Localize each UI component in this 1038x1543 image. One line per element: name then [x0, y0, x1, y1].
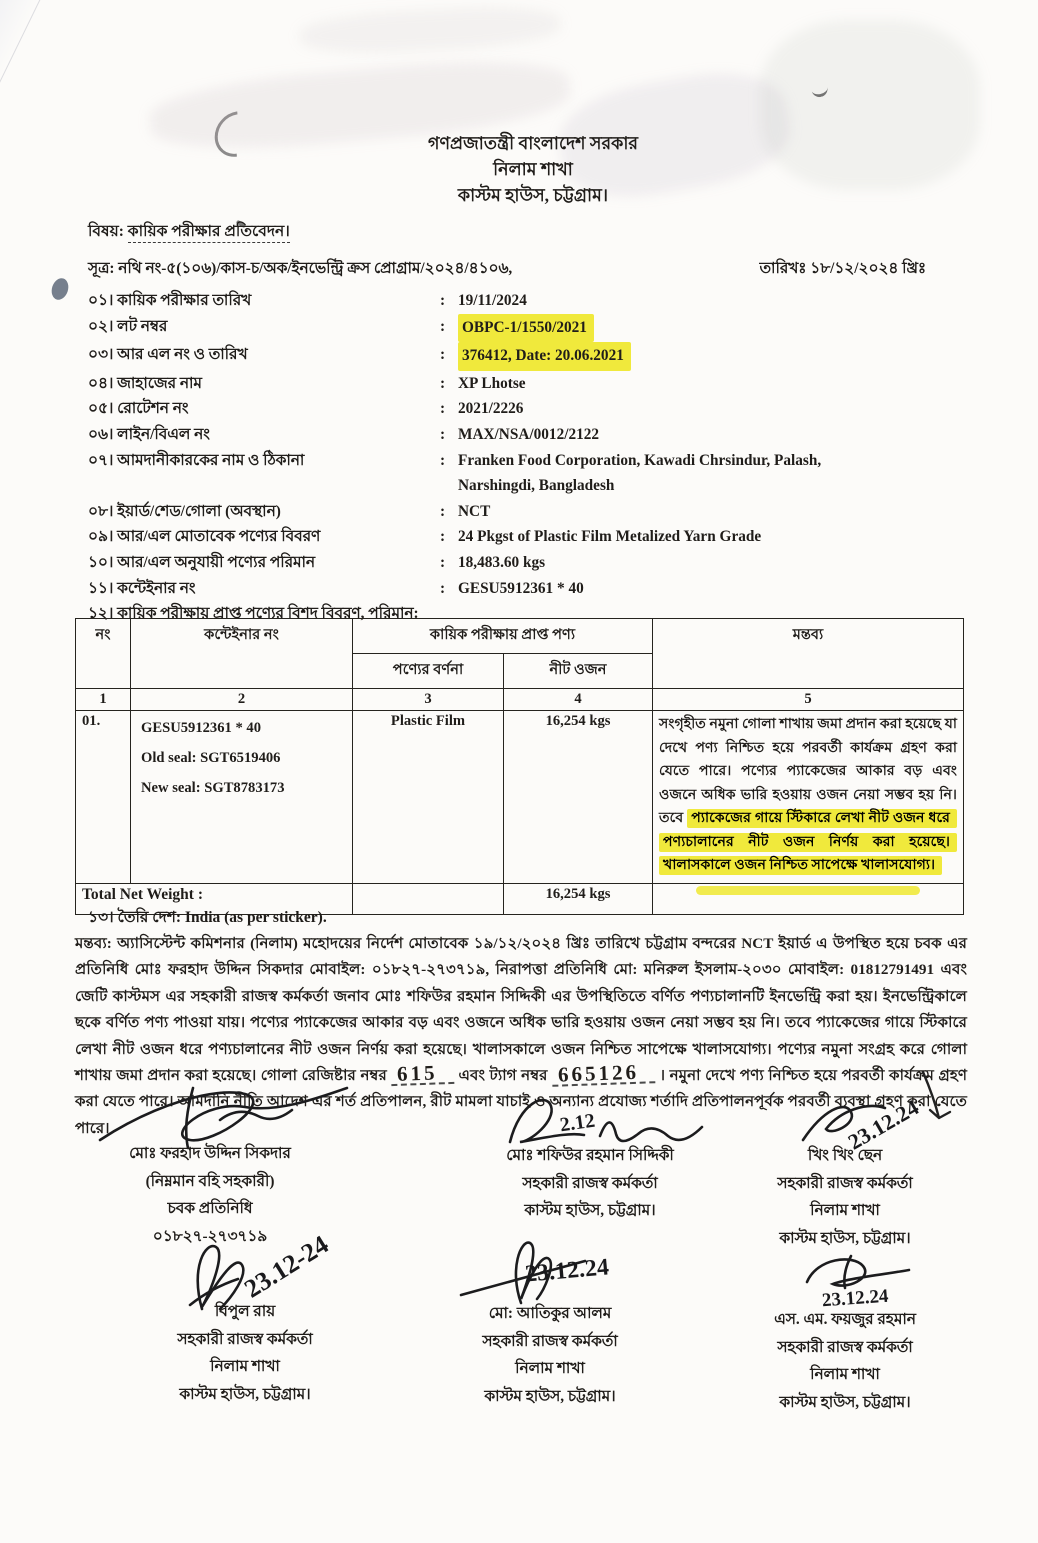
signatory-name: খিং খিং ছেন: [807, 1147, 883, 1164]
field-row-11: [88, 576, 958, 602]
serial-cell: 01.: [76, 711, 131, 884]
signatory-branch: নিলাম শাখা: [210, 1358, 280, 1375]
total-label: Total Net Weight :: [76, 884, 353, 915]
table-data-row: [76, 711, 964, 884]
reference-number: সূত্র: নথি নং-৫(১০৬)/কাস-চ/অক/ইনভেন্ট্রি ক্রস প্রোগ্রাম/২০২৪/৪১০৬,: [88, 260, 513, 277]
total-weight: 16,254 kgs: [504, 884, 653, 915]
col-header-net-weight: নীট ওজন: [504, 654, 653, 689]
branch-name: নিলাম শাখা: [493, 159, 573, 179]
remarks-highlighted-text: প্যাকেজের গায়ে স্টিকারে লেখা নীট ওজন ধরে পণ্যচালানের নীট ওজন নির্ণয় করা হয়েছে। খালাসকালে ওজন নিশ্চিত সাপেক্ষে খালাসযোগ্য।: [659, 809, 957, 875]
remarks-part1: মন্তব্য: অ্যাসিস্টেন্ট কমিশনার (নিলাম) মহোদয়ের নির্দেশ মোতাবেক ১৯/১২/২০২৪ খ্রিঃ তারিখে চট্টগ্রাম বন্দরের NCT ইয়ার্ড এ উপস্থিত হয়ে চবক এর প্রতিনিধি মোঃ ফরহাদ উদ্দিন সিকদার মোবাইল: ০১৮২৭-২৭৩৭১৯, নিরাপত্তা প্রতিনিধি মো: মনিরুল ইসলাম-২০৩০ মোবাইল: 01812791491 এবং জেটি কাস্টমস এর সহকারী রাজস্ব কর্মকর্তা জনাব মোঃ শফিউর রহমান সিদ্দিকী এর উপস্থিতিতে বর্ণিত পণ্যচালানটি ইনভেন্ট্রি করা হয়। ইনভেন্ট্রিকালে ছকে বর্ণিত পণ্য পাওয়া যায়। পণ্যের প্যাকেজের আকার বড় এবং ওজনে অধিক ভারি হওয়ায় ওজন নেয়া সম্ভব হয় নি। তবে প্যাকেজের গায়ে স্টিকারে লেখা নীট ওজন ধরে পণ্যচালানের নীট ওজন নির্ণয় করা হয়েছে। খালাসকালে ওজন নিশ্চিত সাপেক্ষে খালাসযোগ্য। পণ্যের নমুনা সংগ্রহ করে গোলা শাখায় জমা প্রদান করা হয়েছে। গোলা রেজিষ্টার নম্বর: [75, 935, 967, 1085]
field-value: MAX/NSA/0012/2122: [458, 425, 600, 443]
examination-table: [75, 618, 964, 915]
ink-bleedthrough: [299, 3, 561, 57]
field-row-03: [88, 342, 958, 371]
field-label: ০২। লট নম্বর: [88, 317, 168, 335]
handwritten-date: 23.12.24: [843, 1094, 923, 1155]
net-weight-cell: 16,254 kgs: [504, 711, 653, 884]
index-cell: 5: [653, 689, 964, 711]
colon-separator: [440, 422, 458, 448]
field-value: 19/11/2024: [458, 292, 527, 309]
remarks-cell: [653, 711, 964, 884]
empty-cell: [353, 884, 504, 915]
highlight-smear-cell: [653, 884, 964, 915]
field-label: ০৯। আর/এল মোতাবেক পণ্যের বিবরণ: [88, 528, 321, 546]
description-cell: Plastic Film: [353, 711, 504, 884]
signatory-designation: সহকারী রাজস্ব কর্মকর্তা: [777, 1174, 913, 1192]
government-title: গণপ্রজাতন্ত্রী বাংলাদেশ সরকার: [427, 133, 639, 153]
table-header-row-1: [76, 619, 964, 654]
index-cell: 1: [76, 689, 131, 711]
signatory-name: বিপুল রায়: [214, 1303, 276, 1320]
old-seal: Old seal: SGT6519406: [141, 750, 281, 766]
new-seal: New seal: SGT8783173: [141, 780, 285, 796]
remarks-text: সংগৃহীত নমুনা গোলা শাখায় জমা প্রদান করা হয়েছে যা দেখে পণ্য নিশ্চিত হয়ে পরবর্তী কার্যক্রম গ্রহণ করা যেতে পারে। পণ্যের প্যাকেজের আকার বড় এবং ওজনে অধিক ভারি হওয়ায় ওজন নেয়া সম্ভব হয় নি। তবে: [659, 716, 957, 827]
register-number-handwritten: 615: [391, 1062, 454, 1086]
field-label: ১০। আর/এল অনুযায়ী পণ্যের পরিমান: [88, 553, 316, 571]
field-value: Franken Food Corporation, Kawadi Chrsindur, Palash, Narshingdi, Bangladesh: [458, 451, 822, 495]
signatory-phone: ০১৮২৭-২৭৩৭১৯: [152, 1227, 268, 1245]
signatory-office: কাস্টম হাউস, চট্টগ্রাম।: [779, 1393, 911, 1411]
field-label: ০৫। রোটেশন নং: [88, 400, 189, 418]
subject-title: কায়িক পরীক্ষার প্রতিবেদন।: [128, 223, 290, 243]
colon-separator: [440, 342, 458, 368]
colon-separator: [440, 524, 458, 550]
field-label: ০৪। জাহাজের নাম: [88, 374, 202, 392]
field-value: 18,483.60 kgs: [458, 553, 546, 571]
reference-date: তারিখঃ ১৮/১২/২০২৪ খ্রিঃ: [759, 260, 926, 277]
table-index-row: [76, 689, 964, 711]
remarks-part3: । নমুনা দেখে পণ্য নিশ্চিত হয়ে পরবর্তী কার্যক্রম গ্রহণ করা যেতে পারে। আমদানি নীতি আদেশ এর শর্ত প্রতিপালন, রীট মামলা যাচাই ও অন্যান্য প্রযোজ্য শর্তাদি প্রতিপালনপূর্বক পরবর্তী ব্যবস্থা গ্রহণ করা যেতে পারে।: [75, 1067, 968, 1137]
tag-number-handwritten: 665126: [552, 1061, 656, 1087]
col-header-remarks: মন্তব্য: [653, 619, 964, 689]
signatory-name: এস. এম. ফয়জুর রহমান: [774, 1311, 916, 1328]
field-value: 24 Pkgst of Plastic Film Metalized Yarn Grade: [458, 528, 762, 546]
handwritten-date: 23.12.24: [821, 1285, 890, 1312]
col-header-serial: নং: [76, 619, 131, 689]
field-value: XP Lhotse: [458, 374, 526, 392]
colon-separator: [440, 396, 458, 422]
signature-block-khing: [700, 1142, 990, 1252]
field-label: ০৬। লাইন/বিএল নং: [88, 425, 210, 443]
index-cell: 2: [131, 689, 353, 711]
signatory-designation: (নিম্নমান বহি সহকারী): [145, 1172, 275, 1190]
field-row-05: [88, 396, 958, 422]
col-header-found-goods: কায়িক পরীক্ষায় প্রাপ্ত পণ্য: [353, 619, 653, 654]
signatory-designation: সহকারী রাজস্ব কর্মকর্তা: [777, 1338, 913, 1356]
signatory-office: কাস্টম হাউস, চট্টগ্রাম।: [779, 1229, 911, 1247]
field-value: 2021/2226: [458, 400, 524, 418]
colon-separator: [440, 576, 458, 602]
handwritten-date: 23.12.24: [523, 1254, 610, 1288]
field-label: ০১। কায়িক পরীক্ষার তারিখ: [88, 292, 252, 309]
colon-separator: [440, 550, 458, 576]
col-header-description: পণ্যের বর্ণনা: [353, 654, 504, 689]
field-row-06: [88, 422, 958, 448]
field-value-highlighted: 376412, Date: 20.06.2021: [458, 342, 631, 371]
signatory-name: মোঃ ফরহাদ উদ্দিন সিকদার: [129, 1145, 291, 1162]
container-cell: [131, 711, 353, 884]
item12-heading: ১২। কায়িক পরীক্ষায় প্রাপ্ত পণ্যের বিশদ বিবরণ, পরিমান:: [88, 605, 419, 623]
index-cell: 3: [353, 689, 504, 711]
office-name: কাস্টম হাউস, চট্টগ্রাম।: [457, 185, 609, 205]
signatory-office: কাস্টম হাউস, চট্টগ্রাম।: [179, 1385, 311, 1403]
field-label: ১১। কন্টেইনার নং: [88, 579, 196, 597]
colon-separator: [440, 448, 458, 474]
subject-line: [88, 219, 290, 245]
field-label: ০৮। ইয়ার্ড/শেড/গোলা (অবস্থান): [88, 502, 281, 520]
signatory-designation: সহকারী রাজস্ব কর্মকর্তা: [177, 1330, 313, 1348]
signature-scribble-shafiur: [488, 1088, 728, 1150]
field-row-01: [88, 288, 958, 314]
signatory-office: কাস্টম হাউস, চট্টগ্রাম।: [524, 1202, 656, 1219]
colon-separator: [440, 371, 458, 397]
handwritten-date: 23.12-24: [239, 1229, 334, 1304]
country-of-origin-line: ১৩। তৈরি দেশ: India (as per sticker).: [88, 909, 327, 926]
signature-block-bipul: [95, 1298, 395, 1408]
subject-prefix: বিষয়:: [88, 223, 124, 240]
signatory-designation: সহকারী রাজস্ব কর্মকর্তা: [482, 1332, 618, 1350]
field-row-08: [88, 499, 958, 525]
colon-separator: [440, 499, 458, 525]
field-row-07: [88, 448, 958, 499]
colon-separator: [440, 288, 458, 314]
signatory-org: চবক প্রতিনিধি: [167, 1200, 253, 1217]
field-row-10: [88, 550, 958, 576]
field-value: NCT: [458, 502, 491, 520]
field-list: [88, 288, 958, 627]
signatory-branch: নিলাম শাখা: [810, 1366, 880, 1383]
col-header-container: কন্টেইনার নং: [131, 619, 353, 689]
field-value: GESU5912361 * 40: [458, 579, 584, 597]
index-cell: 4: [504, 689, 653, 711]
field-label: ০৭। আমদানীকারকের নাম ও ঠিকানা: [88, 451, 305, 469]
handwritten-date: 2.12: [558, 1109, 597, 1137]
field-value-highlighted: OBPC-1/1550/2021: [458, 314, 594, 343]
letterhead: [14, 130, 1038, 208]
signatory-name: মোঃ শফিউর রহমান সিদ্দিকী: [506, 1147, 674, 1164]
signature-block-atiqur: [400, 1300, 700, 1410]
field-row-02: [88, 314, 958, 343]
scan-ink-blob: [49, 276, 71, 302]
signature-block-faizur: [700, 1306, 990, 1416]
container-number: GESU5912361 * 40: [141, 720, 262, 736]
signatory-name: মো: আতিকুর আলম: [488, 1305, 612, 1322]
field-row-09: [88, 524, 958, 550]
reference-row: [88, 257, 926, 282]
remarks-part2: এবং ট্যাগ নম্বর: [458, 1067, 548, 1085]
colon-separator: [440, 314, 458, 340]
signatory-branch: নিলাম শাখা: [515, 1360, 585, 1377]
field-row-04: [88, 371, 958, 397]
highlighter-smear: [696, 886, 920, 895]
signatory-designation: সহকারী রাজস্ব কর্মকর্তা: [522, 1174, 658, 1192]
field-label: ০৩। আর এল নং ও তারিখ: [88, 346, 248, 364]
signatory-office: কাস্টম হাউস, চট্টগ্রাম।: [484, 1387, 616, 1405]
signatory-branch: নিলাম শাখা: [810, 1202, 880, 1219]
